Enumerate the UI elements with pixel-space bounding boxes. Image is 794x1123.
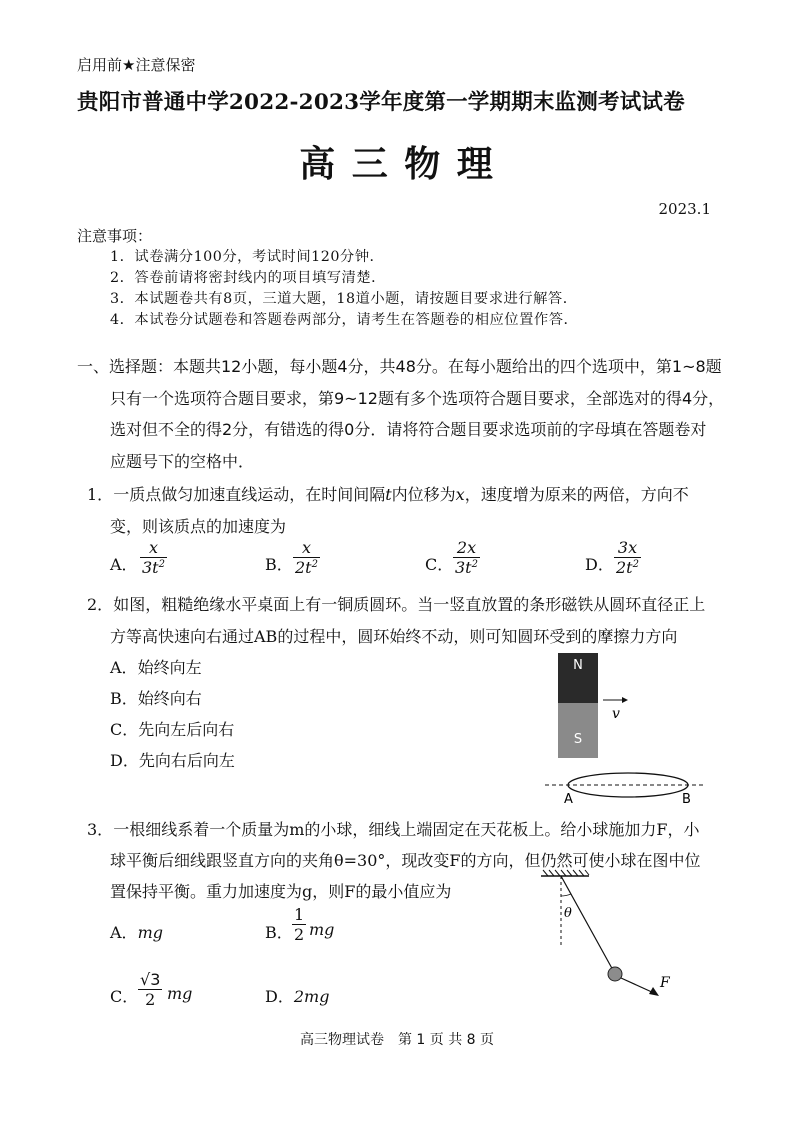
page-title: 高 三 物 理 [299,143,495,185]
fraction-denominator: $3t^2$ [142,558,165,577]
point-b-label: B [682,792,691,807]
q1-option-c-label: C． [425,555,454,574]
fraction-numerator: x [293,538,320,558]
q3-option-c-unit: mg [167,984,193,1003]
question-2-line2: 方等高快速向右通过AB的过程中，圆环始终不动，则可知圆环受到的摩擦力方向 [110,627,678,646]
fraction-numerator: √3 [140,970,161,989]
string [561,876,614,972]
fraction-numerator: 1 [294,905,305,924]
q2-option-c: C．先向左后向右 [110,720,235,739]
q1-option-b-fraction [293,538,320,577]
question-1-line [87,482,689,505]
fraction-denominator: 2 [145,990,156,1009]
q2-option-a: A．始终向左 [110,658,202,677]
question-2-line [87,592,705,615]
exam-date: 2023.1 [658,200,711,218]
var-t: t [385,485,392,504]
question-3-line3: 置保持平衡。重力加速度为g，则F的最小值应为 [110,882,452,901]
velocity-label: v [612,706,620,722]
question-1-line2: 变，则该质点的加速度为 [110,517,287,536]
q3-option-b-label: B． [265,923,293,942]
page-footer: 高三物理试卷 第 1 页 共 8 页 [299,1032,495,1048]
magnet-ring-figure [540,645,710,810]
q1-option-c-fraction [453,538,480,577]
question-number: 3． [87,820,114,839]
north-label: N [573,658,583,673]
confidential-label: 启用前★注意保密 [77,56,196,74]
q3-option-c-label: C． [110,987,139,1006]
q1-stem-b: 内位移为 [391,485,456,504]
point-a-label: A [564,792,573,807]
exam-header: 贵阳市普通中学2022-2023学年度第一学期期末监测考试试卷 [77,90,685,115]
q1-option-d-fraction [614,538,641,577]
q3-option-b-unit: mg [309,920,335,939]
fraction-numerator: 3x [614,538,641,558]
force-arrow [621,978,654,993]
section-instruction-line: 选对但不全的得2分，有错选的得0分．请将符合题目要求选项前的字母填在答题卷对 [110,420,707,439]
force-label: F [660,975,670,991]
magnet-south-pole [558,703,598,758]
q3-option-d: D．2mg [265,987,330,1006]
pendulum-figure [535,868,685,1003]
q2-stem: 如图，粗糙绝缘水平桌面上有一铜质圆环。当一竖直放置的条形磁铁从圆环直径正上 [113,595,706,614]
note-item: 4．本试卷分试题卷和答题卷两部分，请考生在答题卷的相应位置作答． [110,312,579,328]
q2-option-d: D．先向右后向左 [110,751,235,770]
q3-option-c-fraction [138,970,162,1009]
q3-option-a: A．mg [110,923,163,942]
question-number: 1． [87,485,114,504]
note-item: 2．答卷前请将密封线内的项目填写清楚． [110,270,386,286]
q1-option-d-label: D． [585,555,614,574]
angle-arc [561,894,571,896]
q3-option-b-fraction [292,905,306,944]
velocity-arrowhead [622,697,628,703]
section-instruction-line: 只有一个选项符合题目要求，第9~12题有多个选项符合题目要求，全部选对的得4分， [110,389,725,408]
fraction-denominator: 2 [294,925,305,944]
fraction-numerator: 2x [453,538,480,558]
q2-option-b: B．始终向右 [110,689,202,708]
note-item: 1．试卷满分100分，考试时间120分钟． [110,249,385,265]
question-3-line2: 球平衡后细线跟竖直方向的夹角θ=30°，现改变F的方向，但仍然可使小球在图中位 [110,851,701,870]
force-arrowhead [649,987,659,996]
q1-stem-a: 一质点做匀加速直线运动，在时间间隔 [113,485,386,504]
q1-option-a-fraction [140,538,167,577]
fraction-denominator: $2t^2$ [295,558,318,577]
copper-ring [568,773,688,797]
fraction-denominator: $3t^2$ [455,558,478,577]
question-3-line [87,817,699,840]
q3-stem: 一根细线系着一个质量为m的小球，细线上端固定在天花板上。给小球施加力F，小 [113,820,700,839]
q1-option-a-label: A． [110,555,138,574]
angle-label: θ [564,906,572,921]
q1-stem-c: ，速度增为原来的两倍，方向不 [464,485,689,504]
question-number: 2． [87,595,114,614]
section-instruction-line: 一、选择题：本题共12小题，每小题4分，共48分。在每小题给出的四个选项中，第1~8题 [77,357,722,376]
var-x: x [455,485,465,504]
note-item: 3．本试题卷共有8页，三道大题，18道小题，请按题目要求进行解答． [110,291,578,307]
south-label: S [573,732,583,747]
section-instruction-line: 应题号下的空格中． [110,452,255,471]
q1-option-b-label: B． [265,555,293,574]
notes-heading: 注意事项： [77,227,153,245]
fraction-denominator: $2t^2$ [616,558,639,577]
ceiling-hatching [543,870,589,876]
ball [608,967,622,981]
fraction-numerator: x [140,538,167,558]
